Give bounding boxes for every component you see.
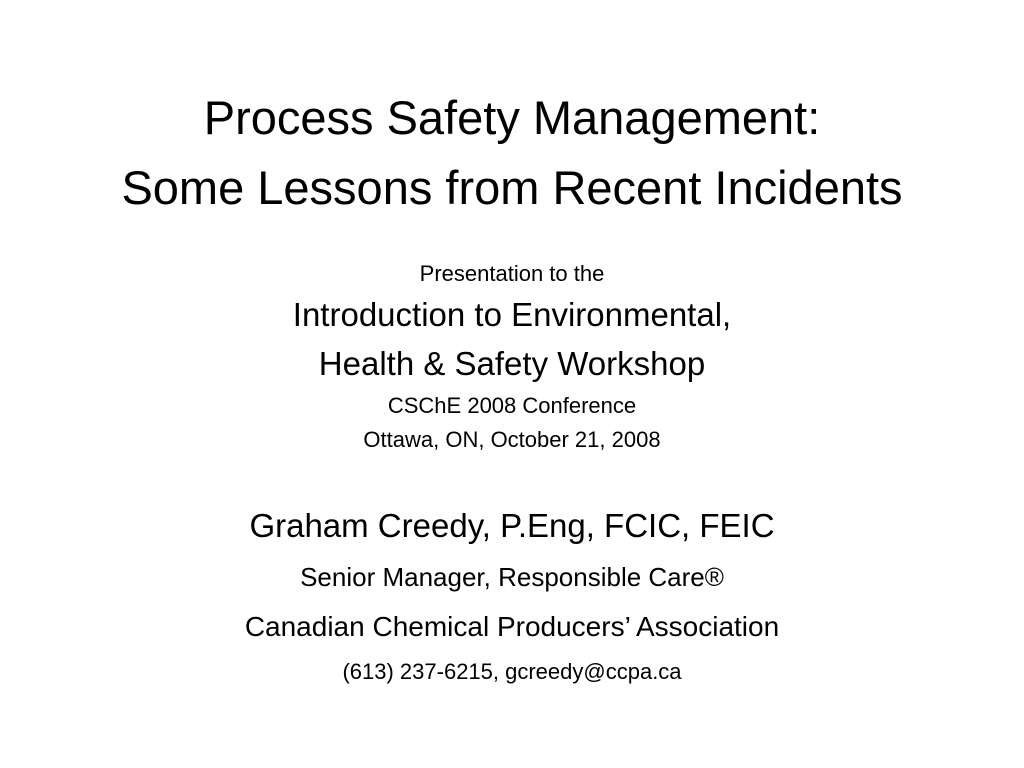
slide-title-line-1: Process Safety Management: (203, 91, 821, 144)
author-role: Senior Manager, Responsible Care® (300, 562, 724, 592)
conference-name: CSChE 2008 Conference (387, 393, 637, 418)
author-organization: Canadian Chemical Producers’ Association (244, 611, 780, 642)
workshop-name-line-1: Introduction to Environmental, (292, 296, 732, 333)
conference-place-date: Ottawa, ON, October 21, 2008 (363, 427, 661, 452)
workshop-name-line-2: Health & Safety Workshop (318, 345, 706, 382)
slide-title-line-2: Some Lessons from Recent Incidents (121, 161, 903, 214)
author-name: Graham Creedy, P.Eng, FCIC, FEIC (249, 507, 775, 544)
author-contact: (613) 237-6215, gcreedy@ccpa.ca (342, 659, 682, 684)
presentation-intro: Presentation to the (419, 261, 605, 286)
